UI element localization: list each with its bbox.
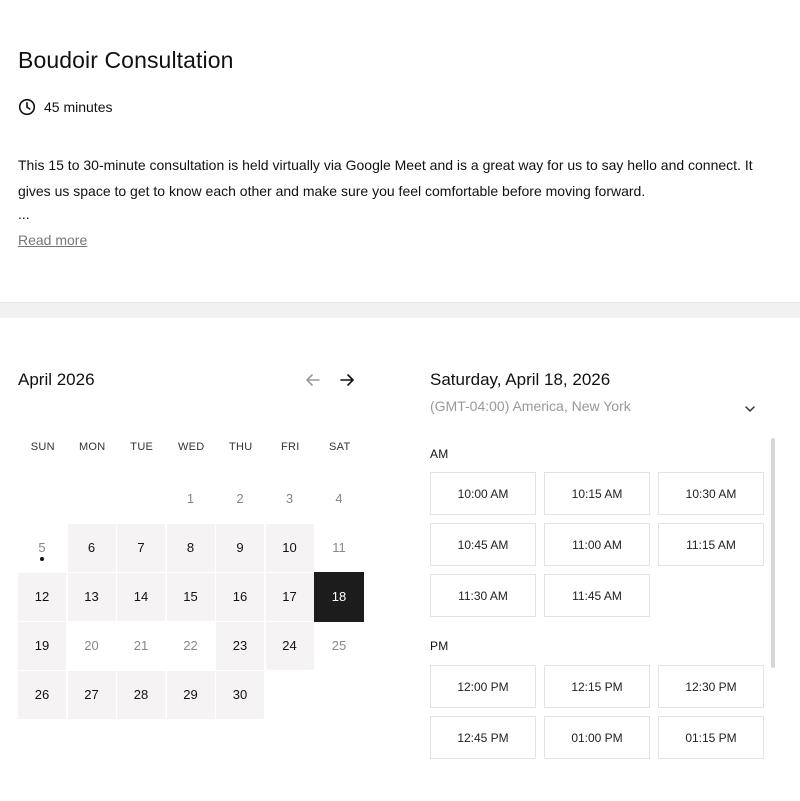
day-number: 26 [34, 687, 50, 703]
calendar-day-19[interactable] [18, 622, 66, 670]
calendar-day-6[interactable] [68, 524, 116, 572]
slots-scrollbar[interactable] [771, 438, 775, 668]
calendar-day-16[interactable] [216, 573, 264, 621]
pm-slots-grid [430, 665, 764, 759]
calendar-day-27[interactable] [68, 671, 116, 719]
clock-icon [18, 98, 36, 116]
time-slot-button[interactable]: 10:30 AM [658, 472, 764, 515]
calendar-day-15[interactable] [167, 573, 215, 621]
time-slot-button[interactable]: 11:30 AM [430, 574, 536, 617]
day-number: 28 [133, 687, 149, 703]
day-number: 22 [183, 638, 198, 654]
day-number: 5 [38, 540, 46, 556]
day-number: 8 [186, 540, 195, 556]
calendar-day-18[interactable] [315, 573, 363, 621]
calendar-day-5 [18, 524, 66, 572]
day-number: 17 [282, 589, 297, 605]
day-number: 14 [133, 589, 149, 605]
day-number: 7 [137, 540, 145, 556]
day-number: 4 [335, 491, 343, 507]
time-slot-button[interactable]: 11:45 AM [544, 574, 650, 617]
day-number: 6 [87, 540, 96, 556]
calendar-day-10[interactable] [266, 524, 314, 572]
calendar-day-20 [68, 622, 116, 670]
day-number: 23 [232, 638, 248, 654]
day-number: 18 [331, 589, 347, 605]
calendar-day-11 [315, 524, 363, 572]
calendar-day-25 [315, 622, 363, 670]
calendar-day-3 [266, 475, 314, 523]
calendar-month-label: April 2026 [18, 370, 95, 389]
day-number: 20 [84, 638, 99, 654]
day-number: 29 [183, 687, 198, 703]
weekday-label: SUN [30, 441, 55, 453]
calendar-day-29[interactable] [167, 671, 215, 719]
weekday-header [18, 441, 365, 453]
weekday-label: WED [177, 441, 205, 453]
chevron-down-icon[interactable] [743, 402, 757, 416]
day-number: 10 [282, 540, 297, 556]
day-number: 12 [34, 589, 50, 605]
calendar-day-21 [117, 622, 165, 670]
am-slots-grid [430, 472, 764, 617]
calendar-day-26[interactable] [18, 671, 66, 719]
calendar-day-8[interactable] [167, 524, 215, 572]
weekday-label: SAT [329, 441, 351, 453]
day-number: 30 [232, 687, 248, 703]
event-title: Boudoir Consultation [18, 47, 234, 73]
read-more-link[interactable]: Read more [18, 232, 88, 248]
calendar-days-grid [18, 475, 365, 720]
calendar-day-12[interactable] [18, 573, 66, 621]
day-number: 2 [236, 491, 244, 507]
event-duration [18, 98, 112, 116]
calendar-day-empty [117, 475, 165, 523]
arrow-left-icon[interactable] [302, 369, 324, 391]
time-slot-button[interactable]: 01:15 PM [658, 716, 764, 759]
calendar-day-17[interactable] [266, 573, 314, 621]
day-number: 15 [183, 589, 198, 605]
day-number: 25 [331, 638, 347, 654]
calendar-day-9[interactable] [216, 524, 264, 572]
calendar-day-1 [167, 475, 215, 523]
calendar-day-empty [18, 475, 66, 523]
time-slot-button[interactable]: 10:15 AM [544, 472, 650, 515]
day-number: 1 [186, 491, 195, 507]
calendar-day-4 [315, 475, 363, 523]
weekday-label: THU [228, 441, 253, 453]
day-number: 27 [84, 687, 99, 703]
calendar-day-2 [216, 475, 264, 523]
time-slot-button[interactable]: 10:45 AM [430, 523, 536, 566]
pm-label: PM [430, 639, 449, 653]
event-details [0, 0, 800, 302]
arrow-right-icon[interactable] [336, 369, 358, 391]
calendar-day-23[interactable] [216, 622, 264, 670]
day-number: 21 [133, 638, 149, 654]
time-slot-button[interactable]: 10:00 AM [430, 472, 536, 515]
calendar-day-14[interactable] [117, 573, 165, 621]
time-slot-button[interactable]: 11:15 AM [658, 523, 764, 566]
day-number: 9 [236, 540, 244, 556]
time-slot-button[interactable]: 12:15 PM [544, 665, 650, 708]
calendar-day-empty [68, 475, 116, 523]
time-slot-button[interactable]: 11:00 AM [544, 523, 650, 566]
day-number: 3 [285, 491, 294, 507]
calendar-day-13[interactable] [68, 573, 116, 621]
time-slot-button[interactable]: 12:45 PM [430, 716, 536, 759]
weekday-label: TUE [130, 441, 154, 453]
selected-date-title: Saturday, April 18, 2026 [430, 370, 611, 389]
calendar-day-30[interactable] [216, 671, 264, 719]
time-slot-button[interactable]: 12:00 PM [430, 665, 536, 708]
time-slot-button[interactable]: 12:30 PM [658, 665, 764, 708]
timezone-select[interactable]: (GMT-04:00) America, New York [430, 398, 631, 414]
day-number: 24 [282, 638, 297, 654]
duration-label: 45 minutes [44, 99, 113, 115]
day-number: 13 [84, 589, 99, 605]
am-label: AM [430, 447, 449, 461]
calendar-day-22 [167, 622, 215, 670]
calendar-day-24[interactable] [266, 622, 314, 670]
today-indicator-dot [40, 557, 44, 561]
weekday-label: MON [78, 441, 106, 453]
day-number: 19 [34, 638, 50, 654]
event-description: This 15 to 30-minute consultation is held virtually via Google Meet and is a great way for us to say hello and connect. It gives us space to get to know each other and make sure you feel comfortable before moving forward. [18, 157, 753, 199]
calendar-day-7[interactable] [117, 524, 165, 572]
calendar-day-28[interactable] [117, 671, 165, 719]
weekday-label: FRI [280, 441, 300, 453]
description-ellipsis: ... [18, 206, 30, 222]
time-slot-button[interactable]: 01:00 PM [544, 716, 650, 759]
day-number: 16 [232, 589, 248, 605]
section-divider [0, 302, 800, 318]
day-number: 11 [332, 540, 346, 556]
